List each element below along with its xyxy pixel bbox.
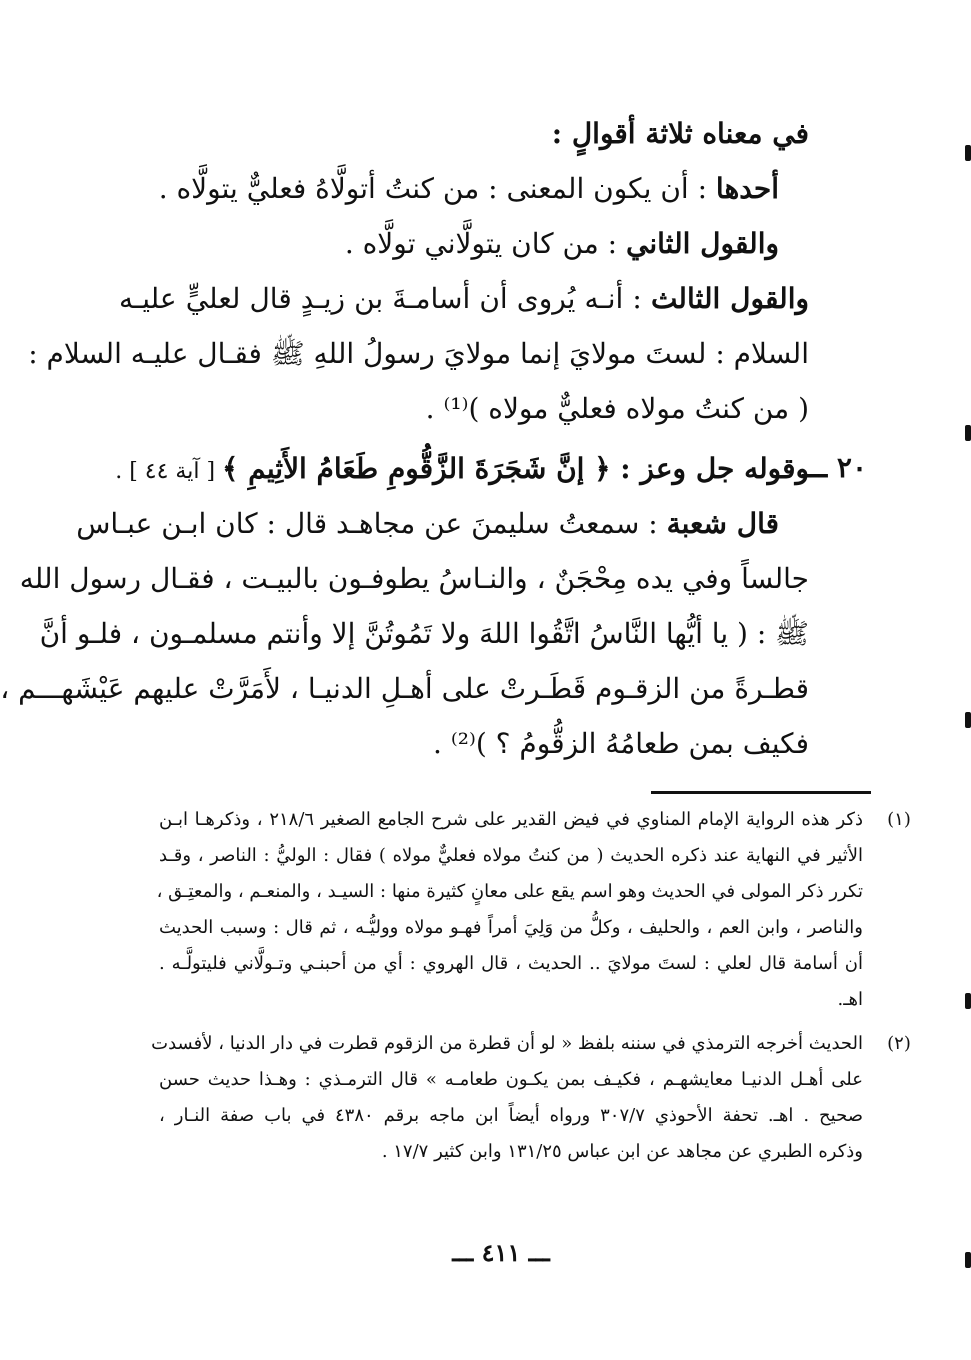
narration-text: فكيف بمن طعامُهُ الزقُّومُ ؟ )⁽²⁾ .: [433, 727, 809, 760]
footnote-line: على أهـل الدنيـا معايشهـم ، فكيـف بمن يكـون طعامـه » قال الترمـذي : وهـذا حديث حسن: [159, 1069, 863, 1090]
footnote-2: [151, 1026, 911, 1170]
narration-text: قطـرةً من الزقـوم قَطَـرتْ على أهـلِ الدنيـا ، لأَمَرَّتْ عليهم عَيْشَهـــم ،: [0, 672, 809, 705]
footnote-line: والناصر ، وابن العم ، والحليف ، وكلُّ من وَلِيَ أمراً فهـو مولاه ووليُّـه ، ثم قال : وسبب الحديث: [159, 917, 863, 938]
opinion-2-label: والقول الثاني: [626, 227, 779, 260]
footnote-line: اهـ.: [837, 989, 863, 1010]
narration-text: : سمعتُ سليمنَ عن مجاهـد قال : كان ابـن عبـاس: [76, 507, 667, 540]
verse-reference: [ آية ٤٤ ] .: [115, 459, 223, 484]
opinion-3-line: [28, 326, 809, 381]
narration-text: ﷺ : ( يا أيُّها النَّاسُ اتَّقُوا اللهَ ولا تَمُوتُنَّ إلا وأنتم مسلمـون ، فلـو أنَّ: [39, 617, 809, 650]
margin-mark: [965, 712, 971, 728]
opinion-3-text: : أنـه يُروى أن أسامـةَ بن زيـدٍ قال لعليٍّ عليـه: [119, 282, 651, 315]
footnote-line: الحديث أخرجه الترمذي في سننه بلفظ « لو أن قطرة من الزقوم قطرت في دار الدنيا ، لأفسدت: [151, 1033, 863, 1054]
opinion-2: [149, 216, 809, 271]
narration-text: جالساً وفي يده مِحْجَنٌ ، والنـاسُ يطوفـون بالبيـت ، فقـال رسول الله: [19, 562, 809, 595]
main-text: [28, 106, 809, 436]
opinion-1: [149, 161, 809, 216]
narration-line: [39, 606, 809, 661]
footnote-number: (١): [887, 809, 911, 830]
section-heading: [149, 106, 809, 161]
item-number: ٢٠ ـــ: [802, 451, 867, 484]
footnote-line: أن أسامة قال لعلي : لستَ مولايَ .. الحديث ، قال الهروي : أي من أحبنـي وتـولَّاني فليتولَّـه .: [159, 953, 863, 974]
verse-line: [115, 441, 809, 496]
footnotes: [151, 802, 911, 1170]
footnote-line: الأثير في النهاية عند ذكره الحديث ( من كنتُ مولاه فعليٌّ مولاه ) فقال : الوليُّ : الناصر ، وقـد: [159, 845, 864, 866]
narration-line: [149, 716, 809, 771]
opinion-1-label: أحدها: [715, 172, 779, 205]
narration-line: [76, 496, 809, 551]
narration-line: [19, 551, 809, 606]
margin-mark: [965, 145, 971, 161]
opinion-3-text: ( من كنتُ مولاه فعليٌّ مولاه )⁽¹⁾ .: [425, 392, 809, 425]
footnote-line: ذكر هذه الرواية الإمام المناوي في فيض القدير على شرح الجامع الصغير ٢١٨/٦ ، وذكرهـا ابـن: [159, 809, 863, 830]
page-number: ـــ ٤١١ ـــ: [452, 1238, 550, 1267]
quran-verse: ﴿ إنَّ شَجَرَةَ الزَّقُّومِ طَعَامُ الأَثِيمِ ﴾: [222, 452, 611, 485]
footnote-line: صحيح . اهـ. تحفة الأحوذي ٣٠٧/٧ ورواه أيضاً ابن ماجه برقم ٤٣٨٠ في باب صفة النـار ،: [159, 1105, 863, 1126]
footnote-number: (٢): [887, 1033, 911, 1054]
verse-intro: وقوله جل وعز :: [610, 452, 809, 485]
verse-section: [0, 441, 809, 771]
margin-mark: [965, 993, 971, 1009]
opinion-3-line: [149, 381, 809, 436]
footnote-1: [156, 802, 911, 1018]
footnote-line: تكرر ذكر المولى في الحديث وهو اسم يقع على معانٍ كثيرة منها : السيـد ، والمنعـم ، والمعتِـق ،: [156, 881, 863, 902]
margin-mark: [965, 425, 971, 441]
narration-line: [0, 661, 809, 716]
opinion-1-text: : أن يكون المعنى : من كنتُ أتولَّاهُ فعليٌّ يتولَّاه .: [158, 172, 716, 205]
opinion-3-line: [119, 271, 839, 326]
opinion-3-label: والقول الثالث: [650, 282, 809, 315]
heading-text: في معناه ثلاثة أقوالٍ :: [551, 117, 809, 150]
opinion-2-text: : من كان يتولَّاني تولَّاه .: [344, 227, 627, 260]
opinion-3-text: السلام : لستَ مولايَ إنما مولايَ رسولُ اللهِ ﷺ فقـال عليـه السلام :: [28, 337, 809, 370]
narrator-label: قال شعبة: [666, 507, 779, 540]
footnote-line: وذكره الطبري عن مجاهد عن ابن عباس ١٣١/٢٥ وابن كثير ١٧/٧ .: [381, 1141, 863, 1162]
footnote-separator: [651, 791, 871, 794]
